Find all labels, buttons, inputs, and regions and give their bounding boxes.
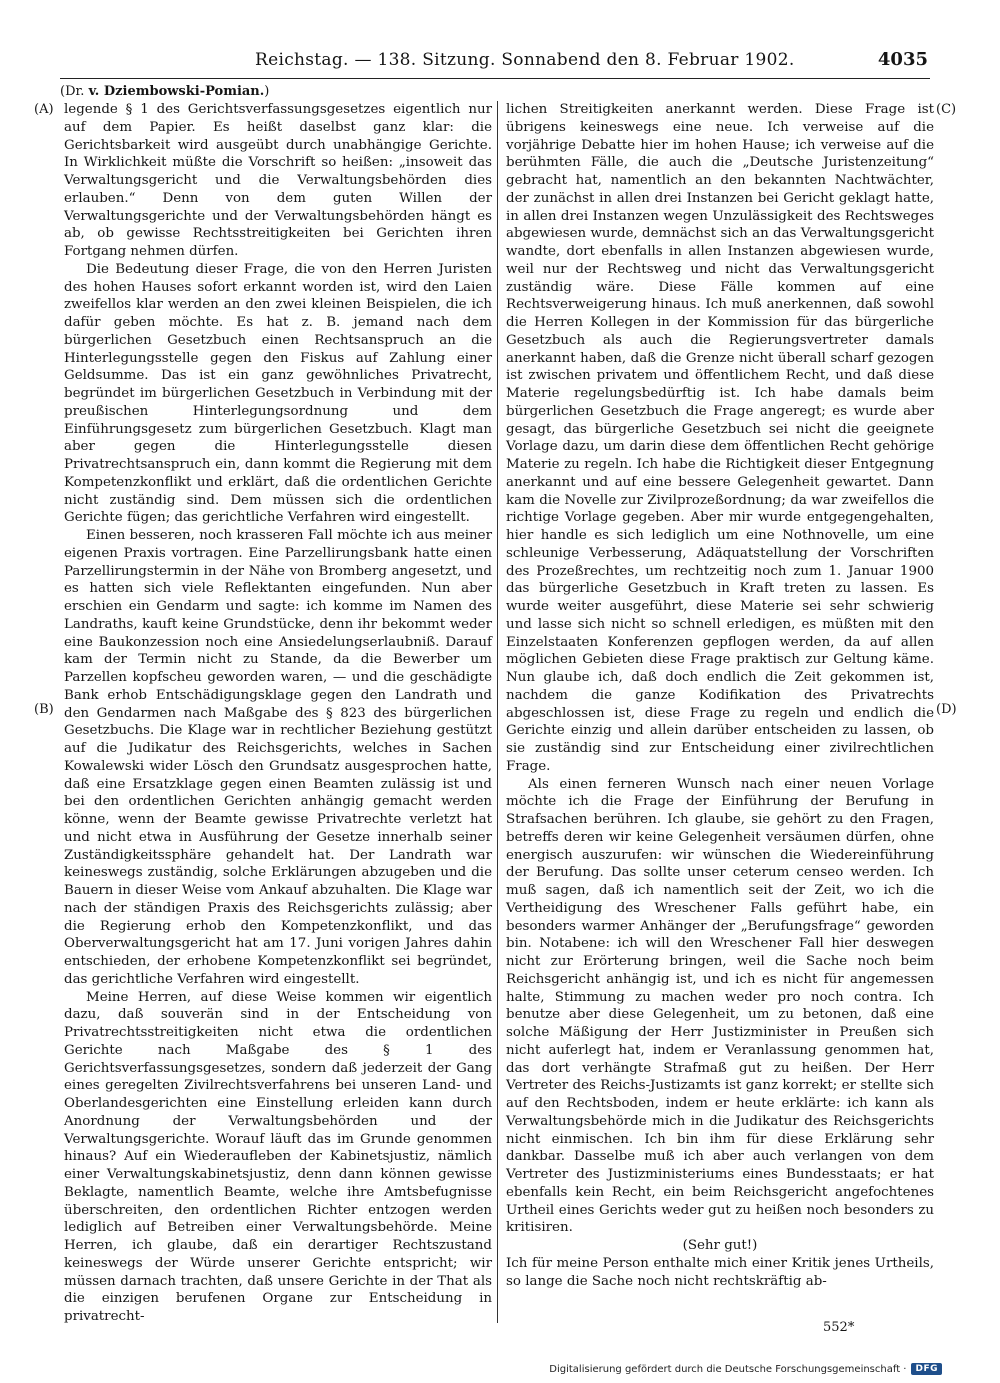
- page-number: 4035: [877, 49, 928, 70]
- speaker-name: v. Dziembowski-Pomian.: [88, 84, 265, 99]
- margin-marker-a: (A): [34, 102, 54, 117]
- header-title: Reichstag. — 138. Sitzung. Sonnabend den 8. Februar 1902.: [255, 50, 795, 70]
- column-divider: [497, 101, 498, 1323]
- speaker-line: [60, 84, 269, 99]
- dfg-logo-icon: DFG: [911, 1363, 942, 1375]
- paragraph: Meine Herren, auf diese Weise kommen wir eigentlich dazu, daß souverän sind in der Entscheidung von Privatrechtsstreitigkeiten nicht etwa die ordentlichen Gerichte nach Maßgabe des § 1 des Gerichtsverfassungsgesetzes, sondern daß jederzeit der Gang eines geregelten Zivilrechtsverfahrens bei unseren Land- und Oberlandesgerichten eine Einstellung erleiden kann durch Anordnung der Verwaltungsbehörden und der Verwaltungsgerichte. Worauf läuft das im Grunde genommen hinaus? Auf ein Wiederaufleben der Kabinetsjustiz, nämlich einer Verwaltungskabinetsjustiz, denn dann können gewisse Beklagte, namentlich Beamte, welche ihre Amtsbefugnisse überschreiten, den ordentlichen Richter entzogen werden lediglich auf Betreiben einer Verwaltungsbehörde. Meine Herren, ich glaube, daß ein derartiger Rechtszustand keineswegs der Würde unserer Gerichte entspricht; wir müssen darnach trachten, daß unsere Gerichte in der That als die einzigen berufenen Organe zur Entscheidung in privatrecht-: [64, 989, 492, 1324]
- page-header: [60, 48, 930, 79]
- speaker-suffix: ): [264, 84, 270, 99]
- paragraph: Ich für meine Person enthalte mich einer Kritik jenes Urtheils, so lange die Sache noch nicht rechtskräftig ab-: [506, 1255, 934, 1289]
- margin-marker-d: (D): [936, 702, 957, 717]
- digitization-credit: [549, 1361, 942, 1377]
- right-column: [506, 101, 934, 1290]
- credit-text: Digitalisierung gefördert durch die Deutsche Forschungsgemeinschaft ·: [549, 1363, 907, 1375]
- paragraph: Die Bedeutung dieser Frage, die von den Herren Juristen des hohen Hauses sofort erkannt worden ist, wird den Laien zweifellos klar werden an den zwei kleinen Beispielen, die ich dafür geben möchte. Es hat z. B. jemand nach dem bürgerlichen Gesetzbuch einen Rechtsanspruch an die Hinterlegungsstelle gegen den Fiskus auf Zahlung einer Geldsumme. Das ist ein ganz gewöhnliches Privatrecht, begründet im bürgerlichen Gesetzbuch in Verbindung mit der preußischen Hinterlegungsordnung und dem Einführungsgesetz zum bürgerlichen Gesetzbuch. Klagt man aber gegen die Hinterlegungsstelle diesen Privatrechtsanspruch ein, dann kommt die Regierung mit dem Kompetenzkonflikt und erklärt, daß die ordentlichen Gerichte nicht zuständig sind. Dem müssen sich die ordentlichen Gerichte fügen; das gerichtliche Verfahren wird eingestellt.: [64, 261, 492, 526]
- paragraph: legende § 1 des Gerichtsverfassungsgesetzes eigentlich nur auf dem Papier. Es heißt daselbst ganz klar: die Gerichtsbarkeit wird ausgeübt durch unabhängige Gerichte. In Wirklichkeit müßte die Vorschrift so heißen: „insoweit das Verwaltungsgericht und die Verwaltungsbehörden dies erlauben.“ Denn von dem guten Willen der Verwaltungsgerichte und der Verwaltungsbehörden hängt es ab, ob gewisse Rechtsstreitigkeiten bei Gerichten ihren Fortgang nehmen dürfen.: [64, 102, 492, 259]
- interjection: (Sehr gut!): [682, 1238, 758, 1253]
- paragraph: lichen Streitigkeiten anerkannt werden. Diese Frage ist übrigens keineswegs eine neue. Ich verweise auf die vorjährige Debatte hier im hohen Hause; ich verweise auf die berühmten Fälle, die auch die „Deutsche Juristenzeitung“ gebracht hat, namentlich an den bekannten Nachtwächter, der zunächst in allen drei Instanzen bei Gericht geklagt hatte, in allen drei Instanzen wegen Unzulässigkeit des Rechtsweges abgewiesen wurde, demnächst sich an das Verwaltungsgericht wandte, dort ebenfalls in allen Instanzen abgewiesen wurde, weil nur der Rechtsweg und nicht das Verwaltungsgericht zuständig wäre. Diese Fälle kommen auf eine Rechtsverweigerung hinaus. Ich muß anerkennen, daß sowohl die Herren Kollegen in der Kommission für das bürgerliche Gesetzbuch als auch die Regierungsvertreter damals anerkannt haben, daß die Grenze nicht überall scharf gezogen ist zwischen privatem und öffentlichem Recht, und daß diese Materie regelungsbedürftig ist. Ich habe damals beim bürgerlichen Gesetzbuch die Frage angeregt; es wurde aber gesagt, das bürgerliche Gesetzbuch sei nicht die geeignete Vorlage dazu, um darin diese dem öffentlichen Recht gehörige Materie zu regeln. Ich habe die Richtigkeit dieser Entgegnung anerkannt und auf eine bessere Gelegenheit gewartet. Dann kam die Novelle zur Zivilprozeßordnung; da war zweifellos die richtige Vorlage gegeben. Aber mir wurde entgegengehalten, hier handle es sich lediglich um eine Nothnovelle, um eine schleunige Verbesserung, Adäquatstellung der Vorschriften des Prozeßrechtes, um rechtzeitig noch zum 1. Januar 1900 das bürgerliche Gesetzbuch in Kraft treten zu lassen. Es wurde weiter ausgeführt, diese Materie sei sehr schwierig und lasse sich nicht so schnell erledigen, es müßten mit den Einzelstaaten Konferenzen gepflogen werden, da auf allen möglichen Gebieten diese Frage praktisch zur Geltung käme. Nun glaube ich, daß doch endlich die Zeit gekommen ist, nachdem die ganze Kodifikation des Privatrechts abgeschlossen ist, diese Frage zu regeln und endlich die Gerichte einzig und allein darüber entscheiden zu lassen, ob sie zuständig sind zur Entscheidung einer zivilrechtlichen Frage.: [506, 102, 934, 774]
- left-column: [64, 101, 492, 1326]
- margin-marker-c: (C): [936, 102, 957, 117]
- paragraph: Als einen ferneren Wunsch nach einer neuen Vorlage möchte ich die Frage der Einführung der Berufung in Strafsachen berühren. Ich glaube, sie gehört zu den Fragen, betreffs deren wir keine Gelegenheit versäumen dürfen, ohne energisch auszurufen: wir wünschen die Wiedereinführung der Berufung. Das sollte unser ceterum censeo werden. Ich muß sagen, daß ich namentlich seit der Zeit, wo ich die Vertheidigung des Wreschener Falls geführt habe, ein besonders warmer Anhänger der „Berufungsfrage“ geworden bin. Notabene: ich will den Wreschener Fall hier deswegen nicht zur Erörterung bringen, weil die Sache noch beim Reichsgericht anhängig ist, und ich es nicht für angemessen halte, Stimmung zu machen weder pro noch contra. Ich benutze aber diese Gelegenheit, um zu betonen, daß eine solche Mäßigung der Herr Justizminister in Preußen sich nicht auferlegt hat, indem er Veranlassung genommen hat, das dort verhängte Strafmaß gut zu heißen. Der Herr Vertreter des Reichs-Justizamts ist ganz korrekt; er stellte sich auf den Rechtsboden, indem er heute erklärte: ich kann als Verwaltungsbehörde mich in die Judikatur des Reichsgerichts nicht einmischen. Ich bin ihm für diese Erklärung sehr dankbar. Dasselbe muß ich aber auch verlangen von dem Vertreter des Justizministeriums eines Bundesstaats; er hat ebenfalls kein Recht, ein beim Reichsgericht angefochtenes Urtheil eines Gerichts weder gut zu heißen noch besonders zu kritisiren.: [506, 776, 934, 1236]
- speaker-prefix: (Dr.: [60, 84, 85, 99]
- signature-mark: 552*: [823, 1320, 855, 1335]
- paragraph: Einen besseren, noch krasseren Fall möchte ich aus meiner eigenen Praxis vortragen. Eine Parzellirungsbank hatte einen Parzellirungstermin in der Nähe von Bromberg angesetzt, und es hatten sich viele Reflektanten eingefunden. Nun aber erschien ein Gendarm und sagte: ich komme im Namen des Landraths, kauft keine Grundstücke, denn ihr bekommt weder eine Baukonzession noch eine Ansiedelungserlaubniß. Darauf kam der Termin nicht zu Stande, da die Bewerber um Parzellen kopfscheu geworden waren, — und die geschädigte Bank erhob Entschädigungsklage gegen den Landrath und den Gendarmen nach Maßgabe des § 823 des bürgerlichen Gesetzbuchs. Die Klage war in rechtlicher Beziehung gestützt auf die Judikatur des Reichsgerichts, welches in Sachen Kowalewski wider Lösch den Grundsatz ausgesprochen hatte, daß eine Ersatzklage gegen einen Beamten zulässig ist und bei den ordentlichen Gerichten anhängig gemacht werden könne, wenn der Beamte gewisse Privatrechte verletzt hat und nicht etwa in Ausführung der Gesetze innerhalb seiner Zuständigkeitssphäre gehandelt hat. Der Landrath war keineswegs zuständig, solche Erklärungen abzugeben und die Bauern in dieser Weise vom Ankauf abzuhalten. Die Klage war nach der ständigen Praxis des Reichsgerichts zulässig; aber die Regierung erhob den Kompetenzkonflikt, und das Oberverwaltungsgericht hat am 17. Juni vorigen Jahres dahin entschieden, der erhobene Kompetenzkonflikt sei begründet, das gerichtliche Verfahren wird eingestellt.: [64, 528, 492, 987]
- margin-marker-b: (B): [34, 702, 54, 717]
